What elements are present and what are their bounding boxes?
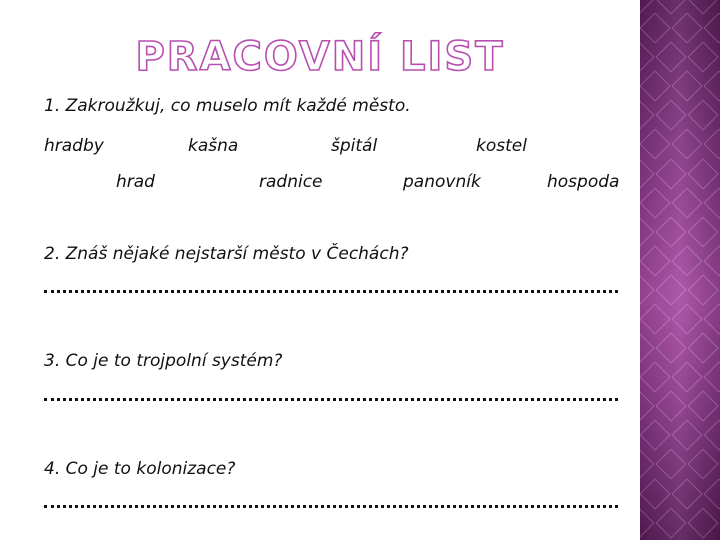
answer-line-2[interactable] xyxy=(44,290,618,293)
answer-line-3[interactable] xyxy=(44,398,618,401)
sidebar-pattern-diamond xyxy=(687,158,718,189)
sidebar-pattern-diamond xyxy=(640,303,671,334)
sidebar-pattern-diamond xyxy=(655,216,686,247)
sidebar-pattern-diamond xyxy=(703,478,720,509)
sidebar-pattern-diamond xyxy=(687,100,718,131)
sidebar-pattern-diamond xyxy=(687,391,718,422)
sidebar-pattern-diamond xyxy=(640,274,655,305)
sidebar-pattern-diamond xyxy=(703,129,720,160)
sidebar-pattern-diamond xyxy=(687,449,718,480)
sidebar-pattern-diamond xyxy=(640,216,655,247)
sidebar-pattern-diamond xyxy=(703,303,720,334)
sidebar-pattern-diamond xyxy=(640,100,655,131)
sidebar-pattern-diamond xyxy=(640,158,655,189)
sidebar-pattern-diamond xyxy=(671,129,702,160)
sidebar-pattern-diamond xyxy=(671,71,702,102)
question-2: 2. Znáš nějaké nejstarší město v Čechách? xyxy=(44,244,409,264)
decorative-sidebar xyxy=(640,0,720,540)
sidebar-pattern-diamond xyxy=(671,13,702,44)
sidebar-pattern-diamond xyxy=(671,362,702,393)
sidebar-pattern-diamond xyxy=(655,333,686,364)
sidebar-pattern-diamond xyxy=(640,478,671,509)
sidebar-pattern-diamond xyxy=(640,245,671,276)
sidebar-pattern-diamond xyxy=(687,0,718,15)
sidebar-pattern-diamond xyxy=(640,0,655,15)
option-spital[interactable]: špitál xyxy=(331,136,378,156)
question-4: 4. Co je to kolonizace? xyxy=(44,459,236,479)
sidebar-pattern-diamond xyxy=(640,449,655,480)
sidebar-pattern-diamond xyxy=(671,420,702,451)
option-hrad[interactable]: hrad xyxy=(116,172,155,192)
sidebar-pattern-diamond xyxy=(671,303,702,334)
sidebar-pattern-diamond xyxy=(655,0,686,15)
sidebar-pattern-diamond xyxy=(687,216,718,247)
sidebar-pattern-diamond xyxy=(655,507,686,538)
sidebar-pattern-diamond xyxy=(640,391,655,422)
sidebar-pattern-diamond xyxy=(703,245,720,276)
sidebar-pattern-diamond xyxy=(655,274,686,305)
sidebar-pattern-diamond xyxy=(687,333,718,364)
option-panovnik[interactable]: panovník xyxy=(403,172,481,192)
question-1: 1. Zakroužkuj, co muselo mít každé město. xyxy=(44,96,411,116)
sidebar-pattern-diamond xyxy=(703,420,720,451)
sidebar-pattern-diamond xyxy=(671,245,702,276)
sidebar-pattern-diamond xyxy=(640,507,655,538)
option-hospoda[interactable]: hospoda xyxy=(547,172,620,192)
sidebar-pattern-diamond xyxy=(655,449,686,480)
sidebar-pattern-diamond xyxy=(687,507,718,538)
sidebar-pattern-diamond xyxy=(655,391,686,422)
sidebar-pattern-diamond xyxy=(640,187,671,218)
sidebar-pattern-diamond xyxy=(640,42,655,73)
sidebar-pattern-diamond xyxy=(703,13,720,44)
sidebar-pattern-diamond xyxy=(640,71,671,102)
sidebar-pattern-diamond xyxy=(655,100,686,131)
sidebar-pattern-diamond xyxy=(703,71,720,102)
sidebar-pattern-diamond xyxy=(671,478,702,509)
sidebar-pattern-diamond xyxy=(640,333,655,364)
sidebar-pattern-diamond xyxy=(687,42,718,73)
sidebar-pattern-diamond xyxy=(703,187,720,218)
option-kasna[interactable]: kašna xyxy=(188,136,239,156)
sidebar-pattern-diamond xyxy=(703,362,720,393)
sidebar-pattern-diamond xyxy=(655,158,686,189)
worksheet-title: PRACOVNÍ LIST xyxy=(135,34,505,80)
sidebar-pattern-diamond xyxy=(655,42,686,73)
sidebar-pattern-diamond xyxy=(640,362,671,393)
sidebar-pattern-diamond xyxy=(640,420,671,451)
option-hradby[interactable]: hradby xyxy=(44,136,104,156)
sidebar-pattern-diamond xyxy=(640,129,671,160)
sidebar-pattern-diamond xyxy=(687,274,718,305)
sidebar-pattern-diamond xyxy=(671,187,702,218)
option-radnice[interactable]: radnice xyxy=(259,172,323,192)
answer-line-4[interactable] xyxy=(44,505,618,508)
option-kostel[interactable]: kostel xyxy=(476,136,527,156)
sidebar-pattern-diamond xyxy=(640,13,671,44)
question-3: 3. Co je to trojpolní systém? xyxy=(44,351,283,371)
